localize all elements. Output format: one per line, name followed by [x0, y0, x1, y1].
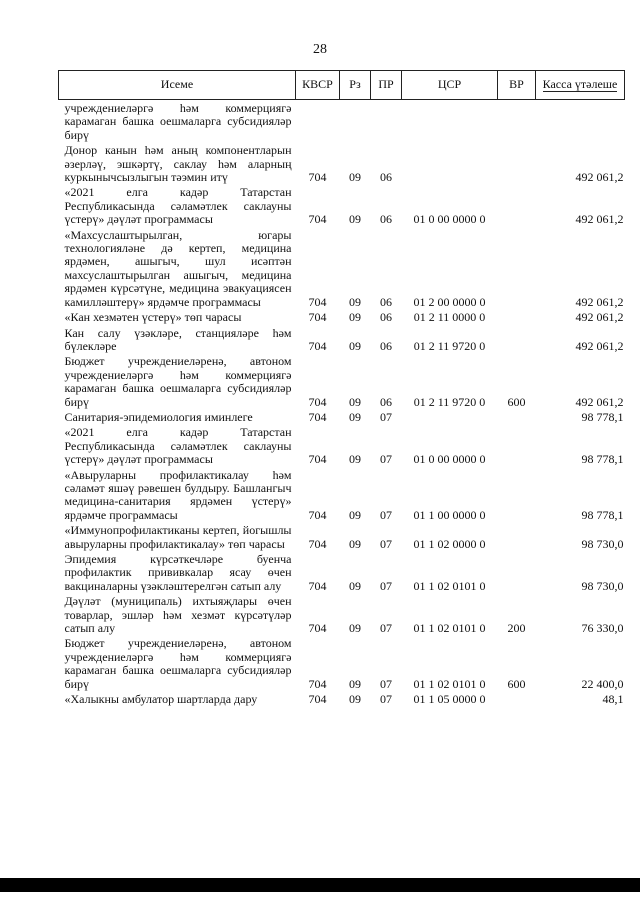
row-pr: [371, 100, 402, 143]
row-name: «2021 елга кадәр Татарстан Республикасында сәламәтлек саклауны үстерү» дәүләт программасы: [64, 185, 292, 227]
row-kassa: 492 061,2: [575, 310, 624, 325]
row-csr: [402, 409, 498, 424]
row-kvsr: 704: [308, 676, 327, 691]
row-rz: 09: [349, 212, 361, 227]
row-pr: 07: [380, 507, 392, 522]
row-vr: [498, 551, 536, 593]
row-rz: 09: [349, 294, 361, 309]
row-pr: 07: [380, 676, 392, 691]
table-row: [59, 635, 625, 691]
row-csr: 01 1 02 0000 0: [413, 536, 486, 551]
table-row: [59, 184, 625, 226]
row-vr: [498, 325, 536, 354]
row-pr: 07: [380, 578, 392, 593]
row-kvsr: 704: [308, 294, 327, 309]
row-rz: 09: [349, 621, 361, 636]
row-csr: 01 2 11 0000 0: [413, 310, 486, 325]
row-rz: 09: [349, 692, 361, 707]
row-kvsr: 704: [308, 452, 327, 467]
row-kassa: 492 061,2: [575, 212, 624, 227]
budget-table: [58, 70, 625, 706]
row-rz: 09: [349, 578, 361, 593]
row-kvsr: 704: [308, 394, 327, 409]
row-csr: 01 1 02 0101 0: [413, 578, 486, 593]
table-row: [59, 691, 625, 706]
page-number: 28: [313, 42, 327, 57]
row-csr: 01 2 11 9720 0: [413, 338, 486, 353]
row-pr: 06: [380, 170, 392, 185]
row-name: Эпидемия күрсәткечләре буенча профилактик прививкалар ясау өчен вакциналарны үзәкләштерелгән сатып алу: [64, 552, 292, 593]
header-kvsr: КВСР: [296, 71, 340, 100]
table-row: [59, 522, 625, 551]
row-name: «Иммунопрофилактиканы кертеп, йогышлы авыруларны профилактикалау» төп чарасы: [64, 523, 292, 551]
row-pr: 07: [380, 621, 392, 636]
table-row: [59, 409, 625, 424]
row-name: учреждениеләргә һәм коммерциягә карамаган башка оешмаларга субсидияләр бирү: [64, 101, 292, 142]
row-vr: [498, 522, 536, 551]
row-csr: 01 2 00 0000 0: [413, 294, 486, 309]
row-kvsr: 704: [308, 409, 327, 424]
row-name: Кан салу үзәкләре, станцияләре һәм бүлекләре: [64, 325, 292, 353]
row-pr: 06: [380, 338, 392, 353]
table-row: [59, 593, 625, 635]
row-rz: 09: [349, 170, 361, 185]
row-vr: [498, 409, 536, 424]
row-name: Бюджет учреждениеләренә, автоном учреждениеләргә һәм коммерциягә карамаган башка оешмаларга субсидияләр бирү: [64, 354, 292, 409]
table-row: [59, 424, 625, 466]
row-csr: 01 0 00 0000 0: [413, 212, 486, 227]
table-row: [59, 551, 625, 593]
row-vr: [498, 309, 536, 324]
row-pr: 06: [380, 394, 392, 409]
row-kvsr: 704: [308, 692, 327, 707]
row-kassa: 98 778,1: [581, 452, 624, 467]
row-csr: [402, 142, 498, 184]
row-csr: 01 1 05 0000 0: [413, 692, 486, 707]
row-kassa: 98 730,0: [581, 536, 624, 551]
row-vr: [498, 100, 536, 143]
row-csr: [402, 100, 498, 143]
row-csr: 01 1 02 0101 0: [413, 621, 486, 636]
row-vr: [498, 184, 536, 226]
table-row: [59, 142, 625, 184]
row-kvsr: 704: [308, 212, 327, 227]
row-rz: 09: [349, 310, 361, 325]
row-pr: 06: [380, 294, 392, 309]
row-kassa: [536, 100, 625, 143]
row-vr: [498, 142, 536, 184]
row-rz: 09: [349, 452, 361, 467]
row-kvsr: 704: [308, 621, 327, 636]
row-vr: [498, 424, 536, 466]
table-row: [59, 325, 625, 354]
row-kvsr: 704: [308, 507, 327, 522]
row-kassa: 98 778,1: [581, 409, 624, 424]
row-rz: 09: [349, 394, 361, 409]
row-name: «Махсуслаштырылган, югары технологияләне дә кертеп, медицина ярдәмен, ашыгыч, шул исәптән махсуслаштырылган ашыгыч, медицина ярдәмен күрсәтүне, медицина эвакуациясен камилләштерү» ярдәмче программасы: [64, 227, 292, 309]
table-row: [59, 309, 625, 324]
row-name: Донор канын һәм аның компонентларын әзерләү, эшкәртү, саклау һәм аларның куркынычсызлыгын тәэмин итү: [64, 143, 292, 185]
row-kassa: 76 330,0: [581, 621, 624, 636]
row-kassa: 492 061,2: [575, 170, 624, 185]
row-kvsr: 704: [308, 578, 327, 593]
row-rz: 09: [349, 676, 361, 691]
row-csr: 01 0 00 0000 0: [413, 452, 486, 467]
row-pr: 06: [380, 212, 392, 227]
row-pr: 07: [380, 409, 392, 424]
table-row: [59, 467, 625, 523]
header-kassa: Касса үтәлеше: [536, 71, 625, 100]
table-row: [59, 353, 625, 409]
row-rz: 09: [349, 507, 361, 522]
row-kassa: 48,1: [602, 692, 624, 707]
row-pr: 06: [380, 310, 392, 325]
row-kvsr: 704: [308, 536, 327, 551]
row-kvsr: 704: [308, 310, 327, 325]
row-name: Санитария-эпидемиология иминлеге: [64, 409, 253, 424]
row-pr: 07: [380, 536, 392, 551]
row-name: Бюджет учреждениеләренә, автоном учреждениеләргә һәм коммерциягә карамаган башка оешмаларга субсидияләр бирү: [64, 636, 292, 691]
header-rz: Рз: [340, 71, 371, 100]
row-vr: 600: [507, 676, 526, 691]
row-vr: [498, 467, 536, 523]
row-name: Дәүләт (муниципаль) ихтыяҗлары өчен товарлар, эшләр һәм хезмәт күрсәтүләр сатып алу: [64, 594, 292, 636]
row-kvsr: 704: [308, 338, 327, 353]
table-row: [59, 100, 625, 143]
row-kassa: 98 730,0: [581, 578, 624, 593]
row-rz: 09: [349, 536, 361, 551]
row-rz: 09: [349, 338, 361, 353]
row-kassa: 492 061,2: [575, 338, 624, 353]
row-kassa: 98 778,1: [581, 507, 624, 522]
header-name: Исеме: [59, 71, 296, 100]
row-name: «Авыруларны профилактикалау һәм сәламәт яшәү рәвешен булдыру. Башлангыч медицина-санитария ярдәмен үстерү» ярдәмче программасы: [64, 467, 292, 522]
row-kassa: 492 061,2: [575, 394, 624, 409]
row-name: «Кан хезмәтен үстерү» төп чарасы: [64, 310, 242, 325]
row-name: «2021 елга кадәр Татарстан Республикасында сәламәтлек саклауны үстерү» дәүләт программасы: [64, 425, 292, 467]
header-pr: ПР: [371, 71, 402, 100]
header-csr: ЦСР: [402, 71, 498, 100]
row-vr: 200: [507, 621, 526, 636]
row-vr: [498, 227, 536, 309]
table-header-row: [59, 71, 625, 100]
row-kassa: 22 400,0: [581, 676, 624, 691]
row-vr: 600: [507, 394, 526, 409]
row-vr: [498, 691, 536, 706]
row-kvsr: 704: [308, 170, 327, 185]
header-vr: ВР: [498, 71, 536, 100]
row-pr: 07: [380, 452, 392, 467]
scan-bottom-edge: [0, 878, 640, 892]
row-csr: 01 1 02 0101 0: [413, 676, 486, 691]
row-csr: 01 2 11 9720 0: [413, 394, 486, 409]
row-csr: 01 1 00 0000 0: [413, 507, 486, 522]
table-row: [59, 227, 625, 309]
row-kvsr: [296, 100, 340, 143]
row-rz: 09: [349, 409, 361, 424]
row-rz: [340, 100, 371, 143]
row-kassa: 492 061,2: [575, 294, 624, 309]
row-name: «Халыкны амбулатор шартларда дару: [64, 692, 258, 707]
row-pr: 07: [380, 692, 392, 707]
